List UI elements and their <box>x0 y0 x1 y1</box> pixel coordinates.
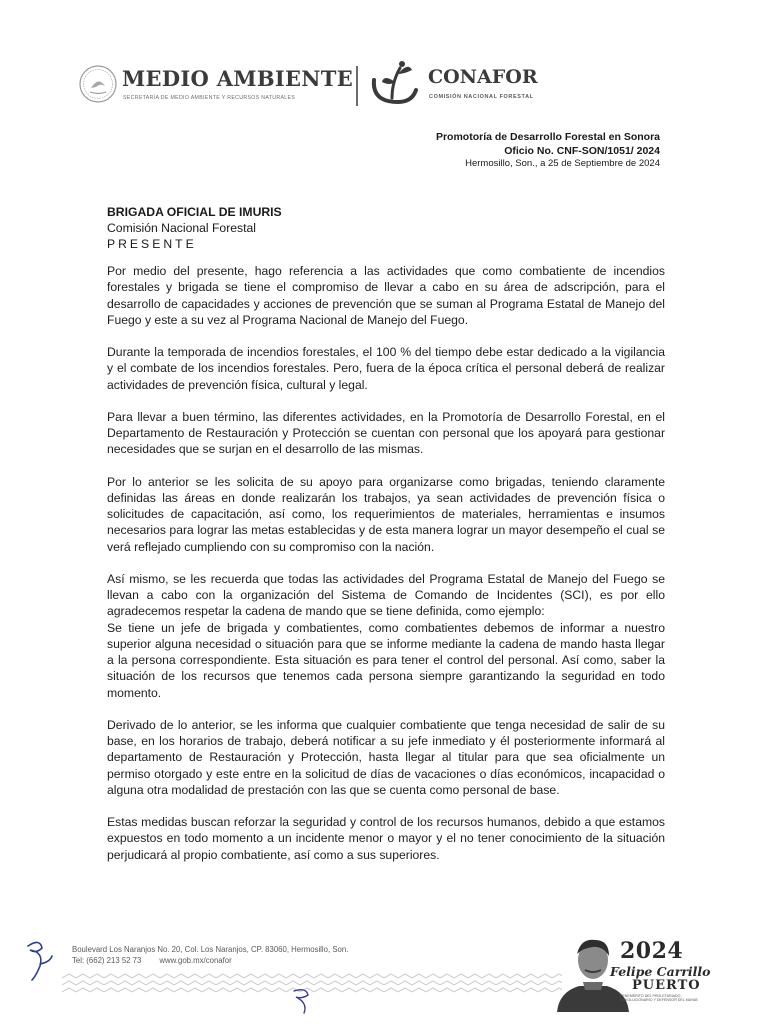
conafor-title: CONAFOR <box>428 66 538 88</box>
badge-year: 2024 <box>620 938 684 964</box>
badge-surname: PUERTO <box>632 978 701 993</box>
footer-website-link[interactable]: www.gob.mx/conafor <box>159 956 232 965</box>
body-paragraph: Por lo anterior se les solicita de su apoyo para organizarse como brigadas, teniendo claramente definidas las áreas en donde realizarán los trabajos, ya sean actividades de prevención física o solicitudes de capacitación, así como, los requerimientos de materiales, herramientas e insumos necesarios para lograr las metas establecidas y de esta manera lograr un mayor desempeño el cual se verá reflejado cumpliendo con su compromiso con la nación. <box>107 474 665 554</box>
badge-caption: BENEMÉRITO DEL PROLETARIADO, REVOLUCIONARIO Y DEFENSOR DEL MAYAB <box>620 994 698 1003</box>
body-paragraph: Así mismo, se les recuerda que todas las actividades del Programa Estatal de Manejo del Fuego se llevan a cabo con la organización del Sistema de Comando de Incidentes (SCI), es por ello agradecemos respetar la cadena de mando que se tiene definida, como ejemplo: <box>107 571 665 619</box>
semarnat-logo <box>78 60 353 110</box>
body-paragraph: Durante la temporada de incendios forestales, el 100 % del tiempo debe estar dedicado a la vigilancia y el combate de los incendios forestales. Pero, fuera de la época crítica el personal deberá de realizar actividades de prevención física, cultural y legal. <box>107 345 665 392</box>
handwritten-mark-icon <box>290 985 320 1015</box>
medio-ambiente-title: MEDIO AMBIENTE <box>122 66 354 91</box>
header-divider <box>356 66 358 106</box>
body-paragraph: Estas medidas buscan reforzar la seguridad y control de los recursos humanos, debido a que estamos expuestos en todo momento a un incidente menor o mayor y el no tener conocimiento de la situación perjudicará al propio combatiente, así como a sus superiores. <box>107 815 665 862</box>
letter-body <box>107 263 665 879</box>
footer-contact <box>72 956 232 965</box>
addressee-org: Comisión Nacional Forestal <box>107 221 257 235</box>
body-paragraph: Derivado de lo anterior, se les informa que cualquier combatiente que tenga necesidad de salir de su base, en los horarios de trabajo, deberá notificar a su jefe inmediato y él posteriormente informará al departamento de Restauración y Protección, hasta llegar al titular para que sea oficialmente un permiso otorgado y este entre en la solicitud de días de vacaciones o días económicos, incapacidad o alguna otra modalidad de prestación con las que se cuenta como personal de base. <box>107 717 665 797</box>
addressee-block <box>107 204 282 252</box>
body-paragraph: Por medio del presente, hago referencia a las actividades que como combatiente de incendios forestales y brigada se tiene el compromiso de llevar a cabo en su área de adscripción, para el desarrollo de capacidades y acciones de prevención que se suman al Programa Estatal de Manejo del Fuego y este a su vez al Programa Nacional de Manejo del Fuego. <box>107 264 665 327</box>
salutation: PRESENTE <box>107 237 197 251</box>
conafor-plant-icon <box>368 58 426 108</box>
handwritten-initials-icon <box>22 936 58 984</box>
office-name: Promotoría de Desarrollo Forestal en Sonora <box>435 131 660 143</box>
addressee-name: BRIGADA OFICIAL DE IMURIS <box>107 205 282 219</box>
semarnat-subtitle: SECRETARÍA DE MEDIO AMBIENTE Y RECURSOS NATURALES <box>123 95 296 101</box>
body-paragraph: Para llevar a buen término, las diferentes actividades, en la Promotoría de Desarrollo Forestal, en el Departamento de Restauración y Protección se cuentan con personal que los apoyará para gestionar necesidades que se surjan en el desarrollo de las mismas. <box>107 409 665 457</box>
conafor-subtitle: COMISIÓN NACIONAL FORESTAL <box>429 94 534 100</box>
footer-phone: Tel: (662) 213 52 73 <box>72 956 142 965</box>
body-paragraph: Se tiene un jefe de brigada y combatientes, como combatientes debemos de informar a nuestro superior alguna necesidad o situación para que se informe mediante la cadena de mando hasta llegar a la persona correspondiente. Esta situación es para tener el control del personal. Así como, saber la situación de los recursos que tenemos cada persona siempre garantizando la seguridad en todo momento. <box>107 620 665 700</box>
national-seal-icon <box>78 64 118 104</box>
badge-name: Felipe Carrillo <box>610 964 711 979</box>
oficio-number: Oficio No. CNF-SON/1051/ 2024 <box>504 145 660 157</box>
footer-address: Boulevard Los Naranjos No. 20, Col. Los Naranjos, CP. 83060, Hermosillo, Son. <box>72 945 349 954</box>
place-date: Hermosillo, Son., a 25 de Septiembre de 2024 <box>465 158 660 169</box>
